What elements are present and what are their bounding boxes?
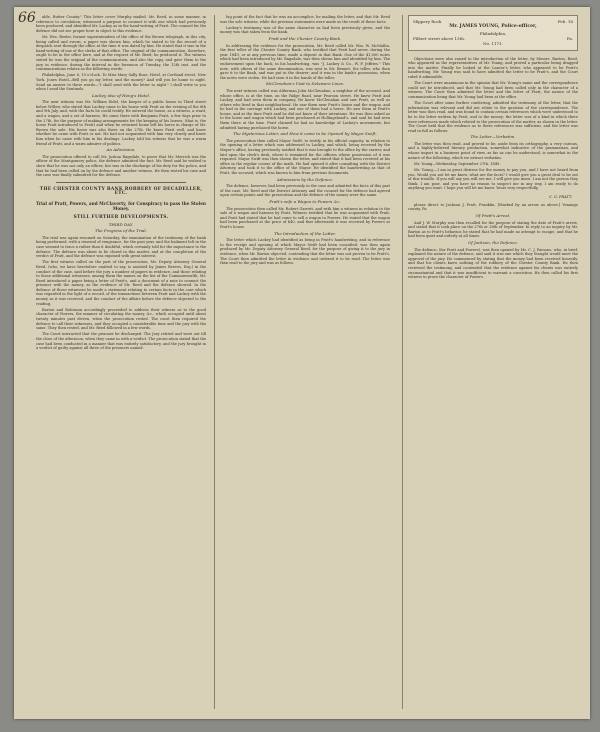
col2-paragraph: Lackey's testimony was of the same character as had been previously given, and the money was that taken from the bank.: [220, 25, 390, 35]
envelope-state: Pa.: [566, 35, 573, 41]
envelope-city: Philadelphia.: [479, 30, 507, 36]
col3-paragraph: The Court were unanimous in the opinion that Mr. Young's name and the correspondence could not be introduced, and that Mr. Young had been called only in the character of a witness. The Court then admitted the letter and the letter of Pratt, the nature of the communication being that Mr. Young had been at the office.: [408, 81, 578, 99]
col1-paragraph: The next witness was Mr. William Eidel, the keeper of a public house in Third street below Willow, who stated that Lackey came to his house with Pratt on the evening of the 8th and 9th July, and, with the facts he could testify. He entered the house, as a witness, a ward, and a wagon, and a set of harness. He came there with Benjamin Pratt, a few days prior to the 27th, for the purpose of making arrangements for the keeping of his horses, (that is, the horse Pratt introduced to Pratt) and when he returned home left his horse in charge of Mr. Brown the sale. His horse was also there on the 27th. He knew Pratt well, and knew whether he came with Pratt or not. He had not acquainted with him very closely and knew him when he came with him in his dealings. Lackey told his witness that he was a warm friend of Pratt, and a warm admirer of politics.: [36, 100, 206, 146]
progress-heading: The Progress of the Trial.: [95, 228, 147, 234]
admission-heading: An Admission.: [106, 147, 136, 153]
county-bank-heading: Pratt and the Chester County Bank.: [268, 35, 342, 41]
admission-text: The prosecution offered to call Mr. Joshua Ragsdale, to prove that Mr. Merrick was the officer of the Montgomery police, the defence admitted the fact. Mr. Reed said he wished to show that he was not only an officer, but was in the discharge of his duty for the police, and that he had been called on by the defence and another witness. He then rested his case and the case was finally submitted for the defence.: [36, 154, 206, 178]
col3-paragraph: The Court after some further conferring, admitted the testimony of the letter, that the information was relevant and did not relate to the question of the correspondence. The letter was then read, and was found to contain certain references which were understood to be to the letter written by Pratt, and to the money; the letter was of a kind in which there were references made which related to the prosecution of the matter, as shown in the letter. The Court held that the evidence as to these references was sufficient, and the letter was read in full as follows:: [408, 101, 578, 133]
admissions-heading: Admissions by the Defence.: [276, 176, 333, 182]
envelope-number: No. 1171.: [483, 40, 503, 46]
column-2: [220, 15, 390, 711]
third-day-heading: THIRD DAY.: [108, 221, 134, 227]
arrest-text: And J. W. Murphy was then recalled for the purpose of stating the date of Pratt's arrest, and stated that it took place on the 27th or 28th of September. In reply to an inquiry by Mr. Barton as to Pratt's behavior, he stated that he had made no attempt to escape, and that he had been quiet and orderly at all times.: [408, 220, 578, 239]
case-heading: THE CHESTER COUNTY BANK ROBBERY OF DECADELLER, ETC.: [39, 186, 203, 197]
mcclenahan-heading: McClenahan's Visit to Delaware Lines.: [265, 81, 345, 87]
trial-heading: Trial of Pratt, Powers, and McClaverty, for Conspiracy to pass the Stolen Money.: [36, 200, 206, 211]
col1-subhead: Lackey also of Hong's Hotel.: [91, 92, 151, 98]
verbatim-heading: The Letter—Verbatim.: [470, 134, 516, 140]
col3-paragraph: Objections were also raised to the introduction of the letter, by Messrs. Barton, Reed, who appeared as the representatives of Mr. Young, and proved a particular being dragged into the matter. Finally he looked at the Lancer's letter, who appeared to be Pratt's handwriting. Mr. Young was said to have admitted the letter to be Pratt's, and the Court ruled it admissible.: [408, 56, 578, 79]
mysterious-letter-text: The prosecution then called Mayor Swift, to testify, in his official capacity, in relation to the opening of a letter which was addressed to Lackey, and which, being received by the Mayor's office, having previously notified that it was brought to the office by the carrier, and laid upon the clerk's desk, where it remained for the officers whose possession of it was required. Mayor Swift was then shown the letter, and stated that it had been received at his office in the regular course of the mails. He had opened it after consulting with the District Attorney, and took it to the office of the Mayor. He identified the handwriting as that of Pratt, the accused, which was known to him from previous documents.: [220, 138, 390, 175]
letter-signature: C. G. PRATT.: [549, 194, 572, 199]
mcclenahan-text: The next witness called was Alderman John McClenahan, a neighbor of the accused, and whose office, is at the time, on the Ridge Road, near Pearson street. He knew Pratt and Lackey, and had seen them in company. He knew McClenahan and saw Pratt, as well as others who lived in that neighborhood. He saw them near Pratt's house and the wagon, and he had in the carriage with Lackey, and one of them had a horse. He saw them at Pratt's house, and at the time Pratt said he did not know of their intentions. He was then asked as to the horse and wagon which had been purchased at Hollingshead's, and said he had seen them there at the time. Pratt claimed he had no knowledge of Lackey's movements, but admitted having purchased the horse.: [220, 88, 390, 130]
col1-paragraph: The trial was again resumed on Saturday, the examination of the testimony of the bank being performed, with a renewal of vengeance, for the past year, and the bailment left in the case seemed to trace a rather than it doubtful, which certainly told for the importance to the defence. The defence was about to be closed in this matter, and at the completion of the verdict of Pratt, and the defence was enjoined with great interest.: [36, 235, 206, 259]
col1-paragraph: Mr. Wm. Beeler, former superintendent of the office of the Brown telegraph, in this city, being called and sworn, a paper was shown him, which he stated to be the record of a despatch sent through the office at the time it was dated by him. He stated that it was in the hand-writing of one of the clerks of that office. The original of the communication, therefore, ought to be in the office here, and at the request of Mr. Reed, he produced it. The witness stated he was the original of the communication, and also the copy, and gave them to the jury in evidence, during the interval in the forenoon of Tuesday, the 12th inst. and the communications relates as the following words:: [36, 34, 206, 72]
envelope-addressee: Mr. JAMES YOUNG, Police-officer,: [449, 24, 537, 29]
page-number: 66: [18, 10, 36, 26]
verbatim-text: The letter was then read, and proved to be, aside from its orthography, a very curious, and a highly-believed literary production, somewhat indicative of the grammarian, and whose import in a business point of view, as far as can be understood, is somewhat in the nature of the following, which we extract verbatim.: [408, 141, 578, 160]
defence-heading: Of Jackson, the Defence.: [468, 239, 518, 245]
admissions-text: The defence, however, had been previously in the case and admitted the facts of this part of the case. Mr. Reed and the District Attorney and the counsel for the defence had agreed upon certain points and the prosecution and the defence of the money were the same.: [220, 184, 390, 198]
county-bank-text: In addressing the evidence for the prosecution, Mr. Reed called Mr. Wm. W. McMullin, the first teller of the Chester County Bank, who testified that Pratt had never, during the year 1849, or at any previous time, made a deposit in that Bank. One of the $1,000 notes which had been introduced by Mr. Ragsdale, was then shown him and identified by him. The endorsement upon the back, in his handwriting, was "J. Lackey & Co., W. P. Jeffries." This note, with others of the same denomination, was sent to Mr. Bennet, the teller, who then gave it to the Bank, and was put in the drawer; and it was in the bank's possession, when the notes were stolen. He had seen it in the hands of the teller.: [220, 43, 390, 80]
envelope-date: Feb. 16: [557, 19, 573, 24]
column-3: [408, 15, 578, 711]
col1-paragraph: Barton and Robinson accordingly proceeded to address their witness as to the good character of Powers, the manner of circulating the money, &c., which occupied until about twenty minutes past eleven, when the prosecution rested. The court then required the defence to call their witnesses, and they occupied a considerable time and the jury with the same. They then rested, and Mr. Reed followed in a few words.: [36, 307, 206, 331]
column-1: [36, 15, 206, 711]
still-further-heading: STILL FURTHER DEVELOPMENTS.: [73, 214, 169, 220]
col1-paragraph: able, Rutter County." This letter cover Murphy mailed. Mr. Reed, in some manner, in reference to circulation; witnessed a purpose to connect it with one which had previously been produced, and identified Mr. Lackey as in the hand-writing of Pratt. The counsel for the defence did not see proper here to object to this evidence.: [36, 15, 206, 33]
envelope-street: Filbert street above 13th.: [413, 35, 466, 41]
letter-postscript: please direct to Jackson J. Pratt, Franklin, [Marked by an arrow as above.] Venango county, Pa.: [408, 202, 578, 212]
envelope-clipping: [408, 15, 578, 51]
clipping-sheet: [14, 7, 590, 719]
section-rule: [56, 182, 186, 183]
letter-intro-text: The letter which Lackey had identified as being in Pratt's handwriting, and in reference to the receipt and opening of which Mayor Swift had been consulted, was then again produced by Mr. Deputy Attorney General Reed, for the purpose of giving it to the jury in evidence, when Mr. Barton objected, contending that the letter was not proven to be Pratt's. The Court then admitted the letter in evidence and ordered it to be read. The letter was then read to the jury and was as follows.: [220, 238, 390, 266]
wagon-heading: Pratt's wife a Wagon to Powers &c.: [269, 198, 341, 204]
envelope-postmark: Slippery Rock: [413, 19, 442, 24]
column-divider: [214, 15, 215, 709]
arrest-heading: Of Pratt's Arrest.: [475, 212, 511, 218]
letter-quote: Mr. Young,—I am in great distress for the money to pay you, and I have not heard from you. Would you not let me know, what are the facts? I would give you a great deal to be out of this trouble. If you will say you will see me, I will give you more. I am not the person they think. I am poor, and you have no reason to suspect me in any way. I am ready to do anything you want. I hope you will let me know. Yours very respectfully,: [408, 168, 578, 191]
col1-paragraph: The Court instructed that the prisoner be discharged. The Jury retired and were out till the close of the afternoon, when they came in with a verdict. The prosecution stated that the case had been conducted in a manner that was entirely satisfactory, and the jury brought in a verdict of guilty against all three of the prisoners named.: [36, 332, 206, 351]
col1-paragraph: The first witness called on the part of the prosecution, Mr. Deputy Attorney General Reed, (who, we have heretofore omitted to say, is assisted by James Reeves, Esq.) in the conduct of the case, said before the jury a number of papers in evidence, and those relating to those additional witnesses, among them the names on the list of the Commonwealth, Mr. Reed introduced a paper being a letter of Pratt's, and a document of a note to connect the prisoner with the money, as the evidence of Mr. Reed and the defence showed. In the defence of these witnesses he made a statement relating to certain facts in the case which was regarded in the light of a record, of the transactions between Pratt and Lackey with the money as it was received, and the conduct of the affairs before the defence objected to the reading.: [36, 260, 206, 306]
col2-paragraph: lug point of the fact that he was an accomplice, he mailing the letter, and that Mr. Reed was the sole witness, while the previous statements were made as the result of these facts.: [220, 15, 390, 24]
column-divider: [402, 15, 403, 709]
defence-text: The defence, (for Pratt and Powers), was then opened by Mr. C. J. Parsons, who, in brief, explained the nature of the defence, and said it was one which they thought would meet the approval of the jury. He commenced by stating that the money had been received honestly, and that his clients knew nothing of the robbery of the Chester County Bank. He then reviewed the testimony, and contended that the evidence against his clients was entirely circumstantial and that it was insufficient to warrant a conviction. He then called his first witness to prove the character of Powers.: [408, 247, 578, 280]
col1-paragraph: Philadelphia, June 6, 10 o'clock. To Miss Mary Sally Rose, Hotel, at Cortland street, New York. Jones Hotel—Bell you go my letter, and the money? And will you be home to night. Send an answer to these words—"I shall send with the letter to night." I shall write to you when I send the Sentinels.: [36, 73, 206, 92]
wagon-text: The prosecution then called Mr. Robert Garrett, and with him a witness in relation to the sale of a wagon and harness by Pratt. Witness testified that he was acquainted with Pratt, and Pratt had stated that he had come to sell a wagon to Powers. He stated that the wagon had been purchased at the price of $40, and that afterwards it was received by Powers at Pratt's house.: [220, 206, 390, 229]
letter-intro-heading: The Introduction of the Letter.: [274, 230, 336, 236]
letter-quote: Mr. Young—Wednesday, September 27th, 1849.: [414, 161, 501, 166]
mysterious-letter-heading: The Mysterious Letter, and How it came to be Opened by Mayor Swift.: [233, 131, 377, 137]
